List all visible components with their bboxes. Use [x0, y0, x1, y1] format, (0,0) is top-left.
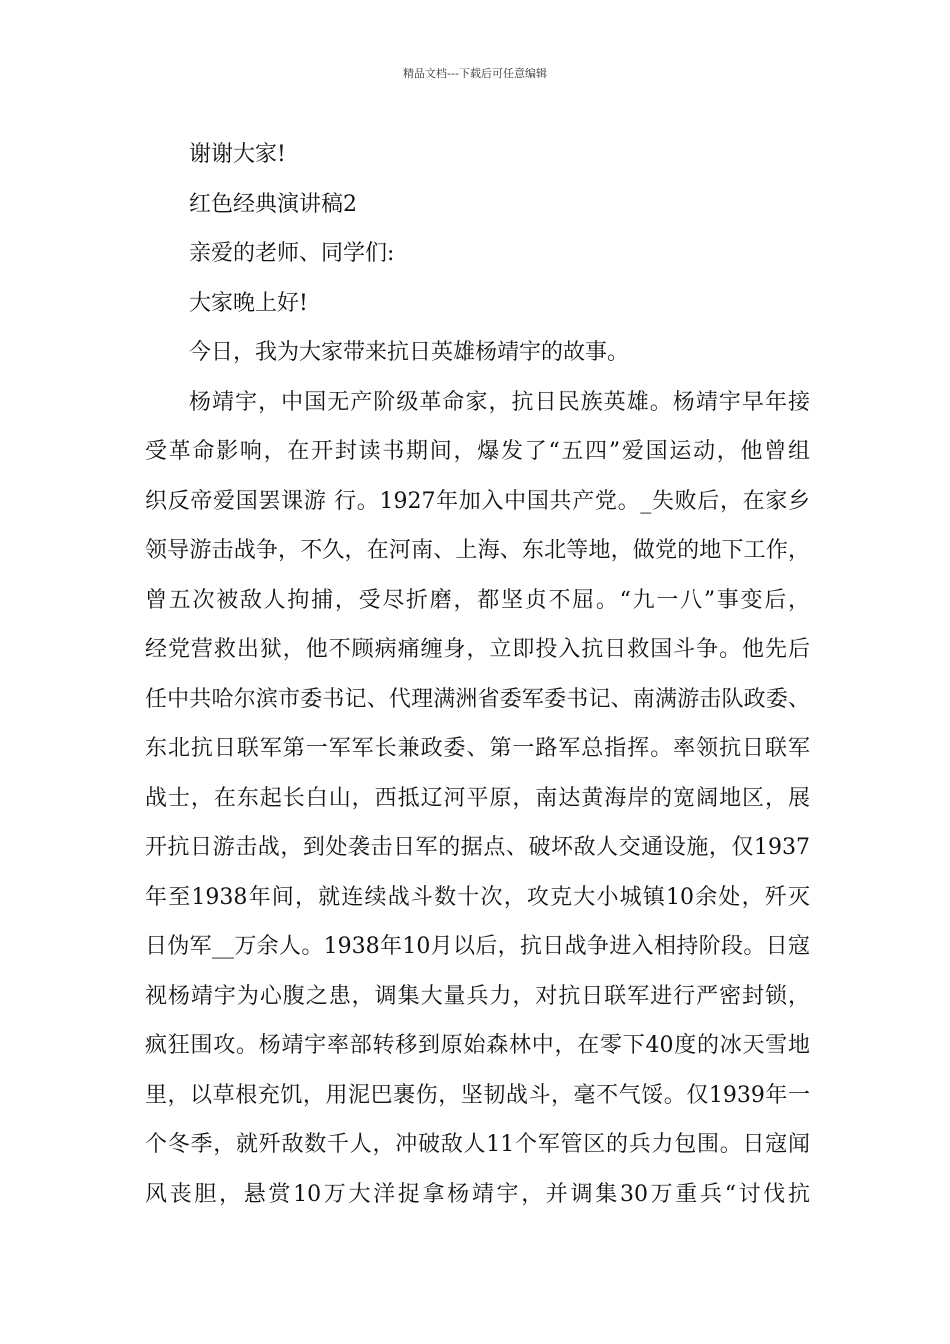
text-line: 任中共哈尔滨市委书记、代理满洲省委军委书记、南满游击队政委、	[145, 686, 810, 712]
text-line: 里，以草根充饥，用泥巴裹伤，坚韧战斗，毫不气馁。仅1939年一	[145, 1082, 810, 1108]
text-line: 受革命影响，在开封读书期间，爆发了“五四”爱国运动，他曾组	[145, 439, 810, 464]
speech-title: 红色经典演讲稿2	[189, 191, 357, 217]
greeting: 大家晚上好!	[189, 290, 308, 316]
text-line: 织反帝爱国罢课游 行。1927年加入中国共产党。_失败后，在家乡	[145, 488, 810, 514]
text-line: 开抗日游击战，到处袭击日军的据点、破坏敌人交通设施，仅1937	[145, 835, 810, 860]
text-line: 年至1938年间，就连续战斗数十次，攻克大小城镇10余处，歼灭	[145, 884, 810, 910]
text-line: 视杨靖宇为心腹之患，调集大量兵力，对抗日联军进行严密封锁，	[145, 983, 810, 1009]
text-line: 曾五次被敌人拘捕，受尽折磨，都坚贞不屈。“九一八”事变后，	[145, 587, 810, 613]
page-header: 精品文档---下载后可任意编辑	[403, 67, 547, 80]
text-line: 东北抗日联军第一军军长兼政委、第一路军总指挥。率领抗日联军	[145, 736, 810, 761]
text-line: 风丧胆，悬赏10万大洋捉拿杨靖宇，并调集30万重兵“讨伐抗	[145, 1181, 810, 1207]
text-line: 领导游击战争，不久，在河南、上海、东北等地，做党的地下工作，	[145, 538, 810, 563]
text-line: 疯狂围攻。杨靖宇率部转移到原始森林中，在零下40度的冰天雪地	[145, 1033, 810, 1058]
body-text	[145, 130, 810, 1219]
intro-line: 今日，我为大家带来抗日英雄杨靖宇的故事。	[189, 340, 630, 365]
paragraph-closing: 谢谢大家!	[189, 142, 286, 167]
text-line: 杨靖宇，中国无产阶级革命家，抗日民族英雄。杨靖宇早年接	[189, 389, 810, 415]
salutation: 亲爱的老师、同学们:	[189, 241, 395, 266]
text-line: 日伪军__万余人。1938年10月以后，抗日战争进入相持阶段。日寇	[145, 934, 810, 959]
text-line: 经党营救出狱，他不顾病痛缠身，立即投入抗日救国斗争。他先后	[145, 637, 810, 662]
text-line: 个冬季，就歼敌数千人，冲破敌人11个军管区的兵力包围。日寇闻	[145, 1132, 810, 1157]
text-line: 战士，在东起长白山，西抵辽河平原，南达黄海岸的宽阔地区，展	[145, 785, 810, 811]
